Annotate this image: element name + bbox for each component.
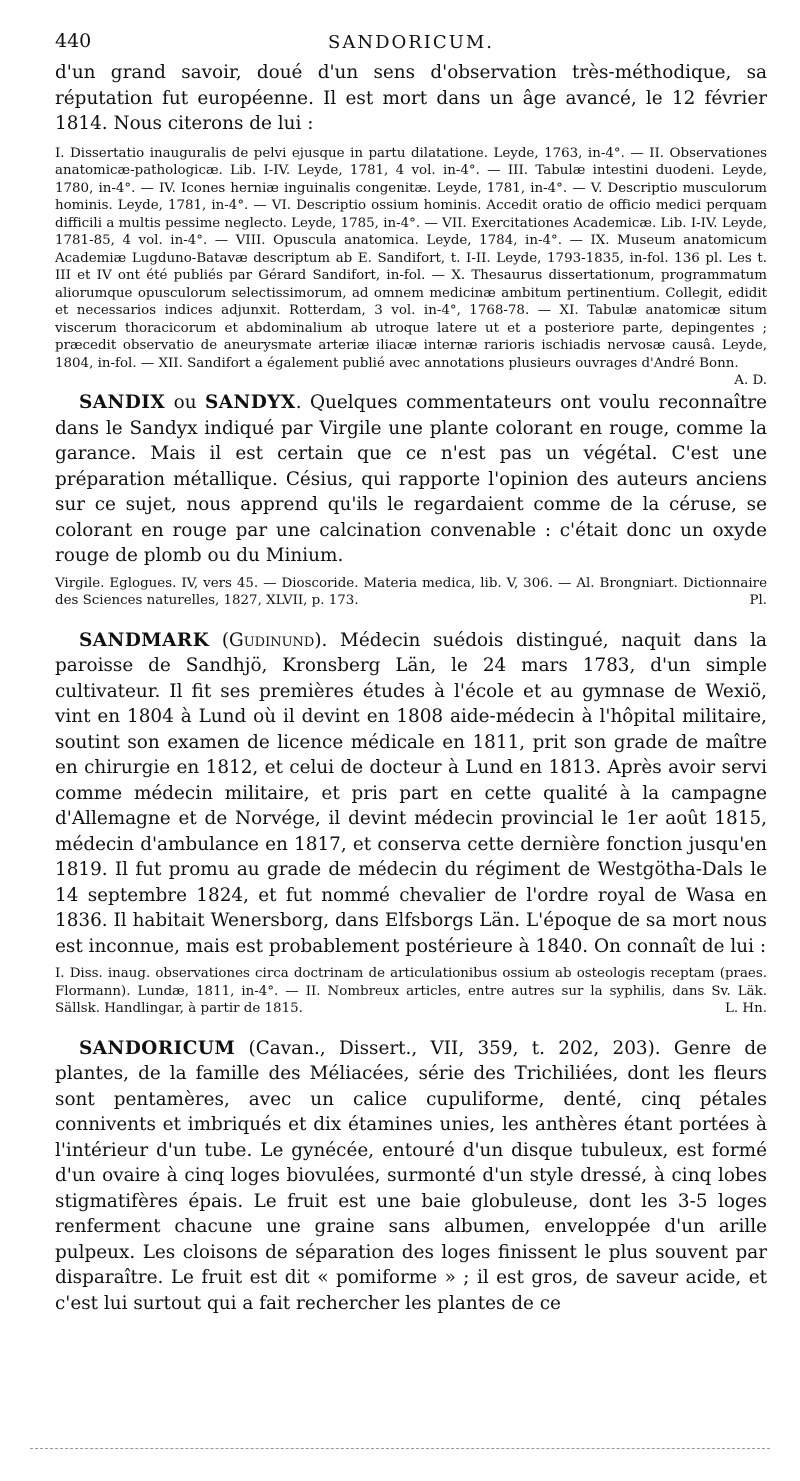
headword-variant: SANDYX xyxy=(204,392,296,413)
running-head: SANDORICUM. xyxy=(327,32,495,53)
entry-separator xyxy=(55,372,767,390)
entry-sandoricum xyxy=(55,1036,767,1317)
entry-text: . Quelques commentateurs ont voulu reconnaître dans le Sandyx indiqué par Virgile une plante colorant en rouge, comme la garance. Mais il est certain que ce n'est pas un végétal. C'est une préparation métallique. Césius, qui rapporte l'opinion des auteurs anciens sur ce sujet, nous apprend qu'ils le regardaient comme de la céruse, se colorant en rouge par une calcination convenable : c'était donc un oxyde rouge de plomb ou du Minium. xyxy=(55,392,768,566)
entry-paragraph xyxy=(55,1036,767,1317)
author-signature: A. D. xyxy=(734,373,767,388)
entry-separator xyxy=(55,1018,767,1036)
entry-sandifort-continued xyxy=(55,60,767,388)
entry-separator xyxy=(55,610,767,628)
author-signature: L. Hn. xyxy=(725,1001,767,1016)
page-header xyxy=(55,22,767,62)
page-body xyxy=(55,60,767,1316)
headword: SANDMARK xyxy=(79,629,210,651)
references-text: I. Diss. inaug. observationes circa doctrinam de articulationibus ossium ab osteologis receptam (praes. Flormann). Lundæ, 1811, in-4°. — II. Nombreux articles, entre autres sur la syphilis, dans Sv. Läk. Sällsk. Handlingar, à partir de 1815. xyxy=(55,966,767,1016)
headword: SANDIX xyxy=(79,392,166,413)
headword-connector: ou xyxy=(165,392,205,413)
references xyxy=(55,965,767,1018)
entry-paragraph: d'un grand savoir, doué d'un sens d'observation très-méthodique, sa réputation fut européenne. Il est mort dans un âge avancé, le 12 février 1814. Nous citerons de lui : xyxy=(55,62,767,134)
headword-qualifier: (Gudinund) xyxy=(209,629,322,651)
entry-paragraph xyxy=(55,390,767,569)
author-signature: Pl. xyxy=(749,593,767,608)
bibliography-text: I. Dissertatio inauguralis de pelvi ejusque in partu dilatatione. Leyde, 1763, in-4°. — II. Observationes anatomicæ-pathologicæ. Lib. I-IV. Leyde, 1781, 4 vol. in-4°. — III. Tabulæ intestini duodeni. Leyde, 1780, in-4°. — IV. Icones herniæ inguinalis congenitæ. Leyde, 1781, in-4°. — V. Descriptio musculorum hominis. Leyde, 1781, in-4°. — VI. Descriptio ossium hominis. Accedit oratio de officio medici perquam difficili a multis pessime neglecto. Leyde, 1785, in-4°. — VII. Exercitationes Academicæ. Lib. I-IV. Leyde, 1781-85, 4 vol. in-4°. — VIII. Opuscula anatomica. Leyde, 1784, in-4°. — IX. Museum anatomicum Academiæ Lugduno-Batavæ descriptum ab E. Sandifort, t. I-II. Leyde, 1793-1835, in-fol. 136 pl. Les t. III et IV ont été publiés par Gérard Sandifort, in-fol. — X. Thesaurus dissertationum, programmatum aliorumque opusculorum selectissimorum, ad omnem medicinæ ambitum pertinentium. Collegit, edidit et necessarios indices adjunxit. Rotterdam, 3 vol. in-4°, 1768-78. — XI. Tabulæ anatomicæ situm viscerum thoracicorum et abdominalium ab utroque latere ut et a posteriore parte, depingentes ; præcedit observatio de aneurysmate arteriæ iliacæ internæ rarioris ischiadis nervosæ causâ. Leyde, 1804, in-fol. — XII. Sandifort a également publié avec annotations plusieurs ouvrages d'André Bonn. xyxy=(55,145,767,371)
bibliography xyxy=(55,145,767,388)
entry-paragraph xyxy=(55,628,767,960)
headword: SANDORICUM xyxy=(79,1037,236,1059)
entry-sandix xyxy=(55,390,767,610)
headword-citation: (Cavan., Dissert., VII, 359, t. 202, 203) xyxy=(235,1037,655,1059)
page-number: 440 xyxy=(55,30,92,52)
entry-sandmark xyxy=(55,628,767,1018)
entry-text: . Médecin suédois distingué, naquit dans la paroisse de Sandhjö, Kronsberg Län, le 24 mars 1783, d'un simple cultivateur. Il fit ses premières études à l'école et au gymnase de Wexiö, vint en 1804 à Lund où il devint en 1808 aide-médecin à l'hôpital militaire, soutint son examen de licence médicale en 1811, prit son grade de maître en chirurgie en 1812, et celui de docteur à Lund en 1813. Après avoir servi comme médecin militaire, et pris part en cette qualité à la campagne d'Allemagne et de Norvége, il devint médecin provincial le 1er août 1815, médecin d'ambulance en 1817, et conserva cette dernière fonction jusqu'en 1819. Il fut promu au grade de médecin du régiment de Westgötha-Dals le 14 septembre 1824, et fut nommé chevalier de l'ordre royal de Wasa en 1836. Il habitait Wenersborg, dans Elfsborgs Län. L'époque de sa mort nous est inconnue, mais est probablement postérieure à 1840. On connaît de lui : xyxy=(55,629,768,957)
references-text: Virgile. Eglogues. IV, vers 45. — Dioscoride. Materia medica, lib. V, 306. — Al. Brongniart. Dictionnaire des Sciences naturelles, 1827, XLVII, p. 173. xyxy=(55,575,767,608)
references xyxy=(55,575,767,610)
entry-text: . Genre de plantes, de la famille des Méliacées, série des Trichiliées, dont les fleurs sont pentamères, avec un calice cupuliforme, denté, cinq pétales connivents et imbriqués et dix étamines unies, les anthères étant portées à l'intérieur d'un tube. Le gynécée, entouré d'un disque tubuleux, est formé d'un ovaire à cinq loges biovulées, surmonté d'un style dressé, à cinq lobes stigmatifères épais. Le fruit est une baie globuleuse, dont les 3-5 loges renferment chacune une graine sans albumen, enveloppée d'un arille pulpeux. Les cloisons de séparation des loges finissent le plus souvent par disparaître. Le fruit est dit « pomiforme » ; il est gros, de saveur acide, et c'est lui surtout qui a fait rechercher les plantes de ce xyxy=(55,1037,767,1314)
footer-rule xyxy=(30,1448,770,1449)
